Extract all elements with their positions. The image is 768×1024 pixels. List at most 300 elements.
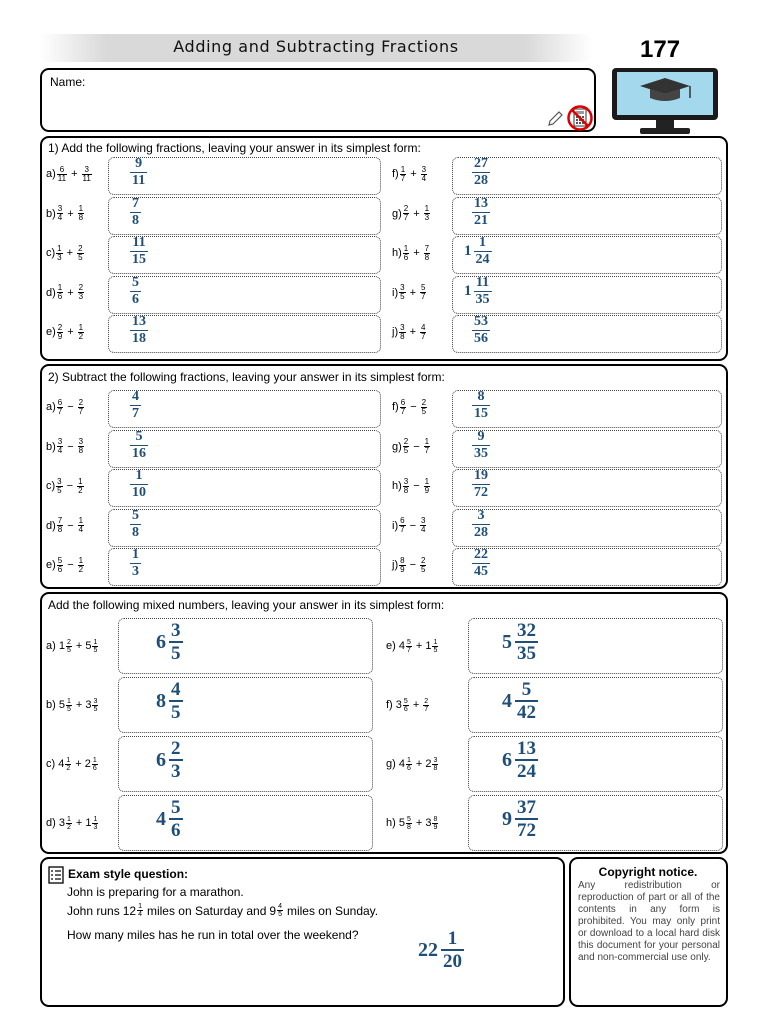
numerator: 5 [171,797,181,818]
numerator: 2 [66,638,71,646]
fraction [424,205,430,222]
fraction [515,620,538,664]
answer-whole: 1 [464,243,472,259]
fraction [56,245,62,262]
numerator: 1 [78,516,84,525]
fraction [78,205,84,222]
fraction [399,517,405,534]
whole-part: 3 [58,817,65,829]
fraction [65,757,71,772]
fraction [441,928,464,972]
denominator: 6 [171,820,181,841]
answer-box[interactable] [452,197,722,235]
numerator: 5 [132,274,139,290]
question [392,234,431,272]
denominator: 3 [171,761,181,782]
mixed-number [425,816,439,831]
numerator: 1 [406,756,411,764]
fraction [78,557,84,574]
question-label: d) [46,286,56,299]
whole-part: 5 [85,640,92,652]
mixed-number [399,816,413,831]
fraction [130,468,148,501]
denominator: 3 [57,252,62,262]
operator: + [67,286,74,299]
denominator: 7 [406,646,411,654]
operator: + [410,168,417,180]
operator: + [67,207,74,220]
answer-box[interactable] [452,430,722,468]
denominator: 8 [57,525,63,534]
fraction [432,816,438,831]
fraction [92,757,98,772]
denominator: 8 [424,252,430,262]
answer-box[interactable] [108,197,381,235]
question [46,428,85,466]
denominator: 4 [421,173,427,183]
mixed-number [425,757,439,772]
numerator: 2 [403,437,409,446]
denominator: 2 [66,764,71,772]
question-label: h) [392,247,402,259]
mixed-number [59,698,73,713]
fraction [403,698,409,713]
numerator: 1 [424,204,430,213]
answer-box[interactable] [452,236,722,274]
answer-fraction [156,797,184,841]
fraction [130,156,147,189]
whole-part: 5 [398,817,405,829]
answer-box[interactable] [108,509,381,547]
numerator: 3 [78,437,84,446]
operator: − [410,401,417,413]
denominator: 2 [78,564,84,574]
answer-fraction [464,235,493,268]
answer-box[interactable] [108,548,381,586]
answer-box[interactable] [108,390,381,428]
answer-fraction [128,235,149,268]
denominator: 24 [475,252,490,267]
question-label: i) [392,286,399,299]
numerator: 1 [424,476,430,486]
question [46,804,99,842]
answer-fraction [128,429,149,462]
denominator: 6 [403,252,409,262]
numerator: 1 [403,243,409,253]
mixed-number [399,757,413,772]
numerator: 1 [132,547,139,562]
answer-whole: 1 [464,282,472,299]
question-label: g) [392,440,402,453]
answer-whole: 22 [418,938,438,961]
answer-box[interactable] [452,276,722,314]
numerator: 2 [171,738,181,759]
section-heading: 1) Add the following fractions, leaving your answer in its simplest form: [48,141,421,155]
fraction [472,508,490,541]
name-box[interactable] [40,68,596,132]
answer-fraction [470,429,491,462]
numerator: 2 [78,283,84,292]
numerator: 1 [479,235,486,250]
fraction [92,816,98,831]
fraction [57,284,63,301]
question-label: c) [46,247,56,259]
answer-whole: 9 [502,807,512,830]
question-label: b) [46,699,56,711]
question-label: c) [46,758,56,770]
question-label: f) [392,401,399,413]
answer-fraction [464,275,493,308]
fraction [472,156,490,189]
denominator: 4 [138,911,142,918]
denominator: 28 [474,524,488,540]
exam-line-2 [67,903,378,918]
numerator: 5 [521,679,532,700]
numerator: 1 [447,928,458,949]
whole-part: 4 [398,758,405,770]
answer-box[interactable] [452,157,722,195]
denominator: 8 [132,524,139,540]
numerator: 6 [57,397,63,407]
denominator: 15 [132,252,146,267]
whole-part: 1 [425,640,432,652]
answer-box[interactable] [108,157,381,195]
question [392,467,431,505]
name-label: Name: [50,75,86,89]
question [386,686,430,724]
numerator: 3 [433,756,438,764]
denominator: 6 [92,764,97,772]
exam-text: miles on Saturday and [146,903,267,918]
denominator: 11 [57,173,67,183]
question [392,274,427,312]
question [392,428,431,466]
denominator: 7 [132,406,139,421]
mixed-number [85,698,99,713]
numerator: 9 [135,156,143,171]
fraction [130,429,148,462]
whole-part: 2 [425,758,432,770]
fraction [472,429,490,462]
operator: − [67,519,74,532]
fraction [169,620,183,664]
fraction [82,166,92,183]
answer-box[interactable] [452,509,722,547]
fraction [472,389,490,422]
fraction [432,639,438,654]
denominator: 8 [78,213,84,222]
question-label: h) [386,817,396,829]
operator: + [75,640,83,652]
fraction [57,205,63,222]
numerator: 1 [66,815,71,823]
fraction [169,738,183,782]
section-heading: 2) Subtract the following fractions, leaving your answer in its simplest form: [48,370,445,384]
numerator: 1 [433,638,438,646]
denominator: 8 [78,446,84,455]
numerator: 5 [132,507,139,523]
denominator: 42 [517,702,536,723]
answer-fraction [470,468,491,501]
question [386,804,439,842]
denominator: 35 [475,291,490,307]
fraction [92,698,98,713]
question [46,546,85,584]
denominator: 5 [78,252,83,262]
operator: − [409,519,416,532]
numerator: 1 [424,437,430,446]
fraction [403,478,409,495]
numerator: 2 [78,243,83,253]
numerator: 11 [132,235,146,250]
numerator: 3 [84,164,89,174]
whole-part: 12 [122,903,137,918]
fraction [420,557,426,574]
numerator: 8 [433,815,438,823]
denominator: 56 [474,331,488,346]
fraction [77,245,83,262]
answer-fraction [156,620,184,664]
numerator: 22 [474,547,488,562]
question [46,627,99,665]
numerator: 1 [66,697,71,705]
fraction [424,245,430,262]
page-title: Adding and Subtracting Fractions [173,37,459,56]
fraction [78,284,84,301]
operator: + [415,758,423,770]
operator: + [71,168,78,180]
numerator: 3 [421,516,426,525]
question [392,546,427,584]
answer-box[interactable] [108,276,381,314]
answer-whole: 6 [156,748,166,771]
numerator: 5 [135,428,143,444]
numerator: 1 [92,756,97,764]
whole-part: 3 [395,699,402,711]
operator: − [413,480,420,492]
mixed-number [269,903,284,918]
fraction [130,196,141,229]
question-label: e) [46,326,56,338]
mixed-number [422,698,430,713]
fraction [403,438,409,455]
fraction [424,438,430,455]
denominator: 72 [517,820,536,841]
numerator: 27 [474,156,488,171]
fraction [78,324,84,341]
fraction [472,547,490,580]
numerator: 1 [93,815,98,823]
denominator: 28 [474,173,488,188]
numerator: 11 [475,274,490,290]
copyright-text: Any redistribution or reproduction of part or all of the contents in any form is prohibited. You may only print or download to a local hard disk this document for your personal and non-commercial use only. [578,880,720,963]
numerator: 1 [66,756,71,764]
fraction [432,757,438,772]
numerator: 4 [421,322,426,332]
numerator: 2 [421,397,427,407]
fraction [406,639,412,654]
question-label: e) [386,640,396,652]
numerator: 1 [78,476,83,486]
numerator: 1 [57,243,62,253]
denominator: 11 [132,173,146,188]
fraction [130,547,141,580]
section-heading: Add the following mixed numbers, leaving your answer in its simplest form: [48,598,445,612]
numerator: 3 [57,476,62,486]
denominator: 2 [78,485,83,495]
operator: + [75,699,83,711]
numerator: 8 [400,555,405,565]
question-label: b) [46,207,56,220]
answer-box[interactable] [452,548,722,586]
fraction [403,205,409,222]
fraction [169,679,183,723]
answer-fraction [470,196,491,229]
fraction [515,797,538,841]
denominator: 3 [424,213,430,222]
answer-box[interactable] [452,469,722,507]
numerator: 13 [517,738,536,759]
denominator: 6 [406,764,411,772]
denominator: 45 [474,564,488,579]
operator: + [409,286,416,299]
question-label: j) [392,559,399,571]
denominator: 7 [424,446,430,455]
numerator: 2 [421,555,426,565]
fraction [57,399,63,416]
denominator: 72 [474,485,488,500]
answer-fraction [502,620,539,664]
numerator: 32 [517,620,536,641]
fraction [92,639,98,654]
answer-whole: 4 [502,689,512,712]
numerator: 13 [132,314,146,329]
fraction [130,275,141,308]
answer-box[interactable] [452,315,722,353]
numerator: 2 [403,204,409,213]
question [46,388,85,426]
answer-fraction [418,928,465,972]
answer-fraction [128,156,148,189]
exam-text: miles on Sunday. [286,903,379,918]
denominator: 5 [66,705,71,713]
fraction [515,679,538,723]
numerator: 3 [57,437,63,446]
operator: + [67,326,74,338]
mixed-number [123,903,144,918]
denominator: 7 [400,173,406,183]
mixed-number [396,698,410,713]
whole-part: 3 [85,699,92,711]
denominator: 5 [93,705,98,713]
no-calculator-icon [566,104,594,132]
denominator: 7 [400,406,406,416]
question-label: a) [46,640,56,652]
denominator: 7 [424,705,429,713]
question [386,627,439,665]
whole-part: 9 [269,903,277,918]
whole-part: 1 [85,817,92,829]
fraction [66,639,72,654]
question-label: g) [386,758,396,770]
operator: − [66,480,74,492]
denominator: 20 [443,951,462,972]
fraction [420,284,426,301]
exam-text: John runs [67,903,120,918]
question [46,195,85,233]
numerator: 37 [517,797,536,818]
checklist-icon [48,866,64,884]
answer-box[interactable] [452,390,722,428]
question [46,467,85,505]
question [392,388,428,426]
mixed-number [85,639,99,654]
exam-line-1: John is preparing for a marathon. [67,885,244,899]
numerator: 7 [57,516,63,525]
denominator: 8 [433,764,438,772]
numerator: 4 [171,679,181,700]
denominator: 11 [82,173,91,183]
numerator: 1 [135,468,143,483]
operator: + [413,247,420,259]
numerator: 7 [132,195,139,211]
operator: + [75,758,82,770]
title-bar [40,34,592,62]
numerator: 53 [474,314,488,329]
answer-fraction [128,275,142,308]
operator: + [75,817,83,829]
denominator: 5 [421,564,426,574]
numerator: 3 [93,697,98,705]
denominator: 5 [93,646,98,654]
denominator: 8 [132,212,139,228]
mixed-number [59,639,73,654]
denominator: 5 [66,646,71,654]
numerator: 1 [400,164,406,174]
question [46,745,99,783]
denominator: 5 [433,646,438,654]
numerator: 2 [424,697,429,705]
denominator: 35 [474,445,488,461]
denominator: 4 [421,525,426,534]
fraction [130,508,141,541]
operator: − [67,401,74,413]
fraction [420,324,426,341]
denominator: 7 [403,213,409,222]
answer-fraction [470,547,491,580]
denominator: 9 [433,823,438,831]
fraction [130,389,141,422]
answer-fraction [470,508,491,541]
denominator: 8 [400,331,405,341]
page-number: 177 [640,36,681,63]
fraction [78,517,84,534]
denominator: 21 [474,212,488,228]
denominator: 4 [78,525,84,534]
whole-part: 4 [58,758,65,770]
numerator: 4 [132,389,139,404]
fraction [403,245,409,262]
question [386,745,439,783]
answer-fraction [502,797,539,841]
fraction [406,757,412,772]
answer-whole: 5 [502,630,512,653]
fraction [400,166,406,183]
denominator: 3 [78,292,84,301]
numerator: 5 [57,555,63,565]
fraction [169,797,183,841]
numerator: 8 [477,389,485,404]
